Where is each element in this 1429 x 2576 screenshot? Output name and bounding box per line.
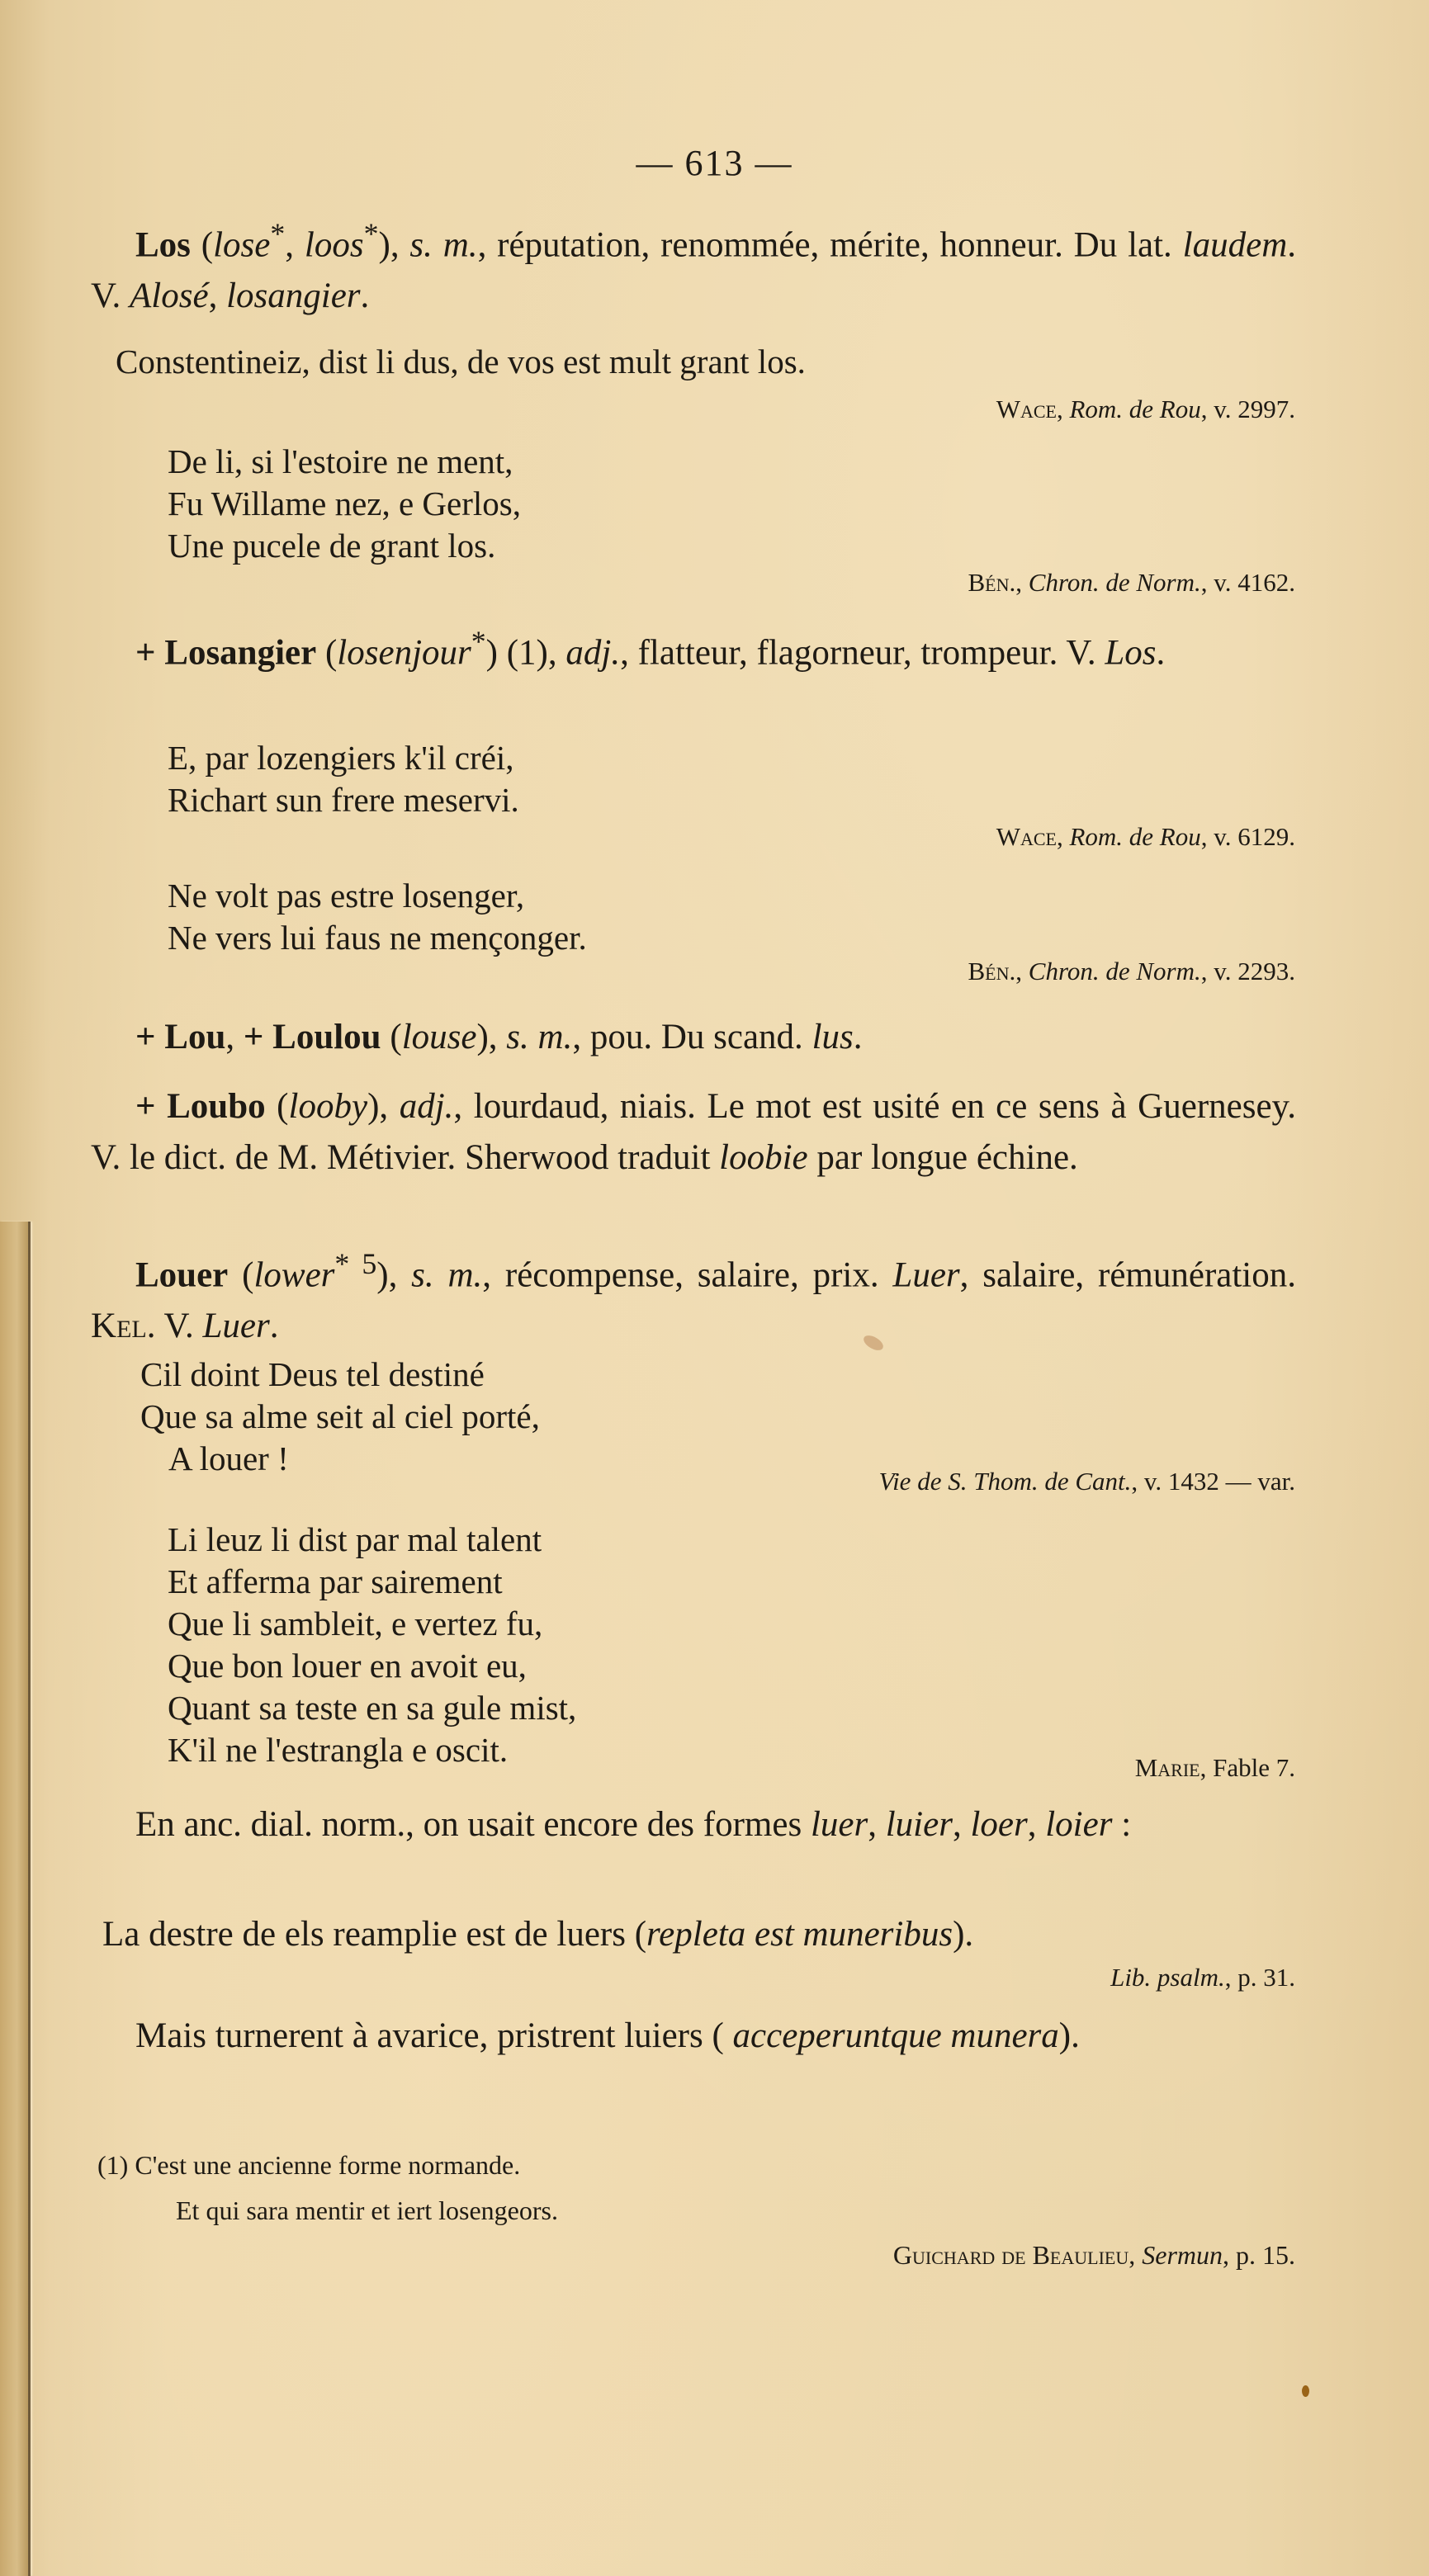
text: ,: [1015, 568, 1029, 597]
mark: * 5: [334, 1247, 377, 1280]
text: ),: [476, 1018, 507, 1056]
part-of-speech: adj.: [399, 1087, 454, 1126]
text: .: [853, 1018, 863, 1056]
verse-line: Cil doint Deus tel destiné: [140, 1355, 485, 1393]
definition: , flatteur, flagorneur, trompeur. V.: [620, 633, 1105, 673]
citation-ref: , v. 4162.: [1200, 568, 1295, 597]
entry-losangier: [91, 616, 1296, 678]
citation-ref: , Fable 7.: [1200, 1753, 1295, 1782]
etymon: lus: [812, 1018, 854, 1056]
quote-citation: [996, 395, 1295, 424]
citation-ref: , v. 6129.: [1200, 822, 1295, 851]
english-form: losenjour: [337, 633, 471, 673]
variant-form: luier: [885, 1805, 953, 1844]
citation-author: Guichard de Beaulieu: [892, 2240, 1129, 2270]
mark: *: [363, 217, 379, 250]
footnote: [97, 2150, 520, 2181]
text: ,: [1015, 957, 1029, 985]
text: ),: [376, 1255, 412, 1295]
text: (: [316, 633, 338, 673]
verse-line: Richart sun frere meservi.: [168, 781, 519, 819]
citation-work: Chron. de Norm.: [1028, 957, 1201, 985]
cross-icon: +: [135, 633, 156, 673]
verse-line: Ne vers lui faus ne mençonger.: [168, 919, 587, 957]
verse-line: E, par lozengiers k'il créi,: [168, 739, 514, 777]
text: ).: [1058, 2016, 1080, 2055]
headword: Lou: [164, 1018, 226, 1056]
latin-gloss: repleta est muneribus: [646, 1915, 953, 1954]
verse-line: Mais turnerent à avarice, pristrent luiers (: [135, 2016, 733, 2055]
cross-icon: +: [135, 1087, 156, 1126]
english-term: loobie: [719, 1138, 808, 1177]
text: ) (1),: [485, 633, 566, 673]
citation-author: Wace: [996, 822, 1057, 851]
citation-work: Vie de S. Thom. de Cant.: [878, 1467, 1132, 1496]
text: ),: [378, 225, 410, 265]
text: . V.: [91, 225, 1296, 316]
paper-spot: [1302, 2385, 1309, 2397]
definition: , lourdaud, niais. Le mot est usité en ce sens à Guernesey. V. le dict. de M. Métivier. Sherwood traduit: [91, 1087, 1296, 1177]
quote-verse: [168, 875, 587, 959]
citation-work: Lib. psalm.: [1110, 1963, 1225, 1992]
verse-line: Quant sa teste en sa gule mist,: [168, 1689, 577, 1727]
definition: , récompense, salaire, prix.: [482, 1255, 893, 1295]
english-form: looby: [288, 1087, 368, 1126]
text: ,: [285, 225, 305, 265]
quote-verse: [168, 737, 519, 821]
cross-reference: losangier: [226, 277, 361, 316]
verse-line: Fu Willame nez, e Gerlos,: [168, 484, 521, 522]
verse-line: K'il ne l'estrangla e oscit.: [168, 1731, 509, 1769]
quote-citation: [1135, 1753, 1295, 1783]
citation-ref: , v. 1432 — var.: [1131, 1467, 1295, 1496]
variant-form: Luer: [892, 1255, 960, 1295]
definition: par longue échine.: [807, 1138, 1078, 1177]
text: ,: [1129, 2240, 1143, 2270]
verse-line: Constentineiz, dist li dus, de vos est mult grant los.: [116, 343, 806, 380]
entry-los: [91, 208, 1296, 322]
english-form: louse: [401, 1018, 477, 1056]
variant-form: loier: [1045, 1805, 1113, 1844]
verse-line: Que li sambleit, e vertez fu,: [168, 1605, 543, 1642]
text: . V.: [146, 1307, 203, 1346]
text: (: [228, 1255, 254, 1295]
cross-reference: Los: [1105, 633, 1157, 673]
citation-work: Rom. de Rou: [1069, 822, 1201, 851]
citation-author: Bén.: [968, 957, 1016, 985]
english-form: lower: [253, 1255, 335, 1295]
footnote-marker: (1): [97, 2150, 129, 2180]
text: ,: [1056, 395, 1070, 423]
citation-author: Wace: [996, 395, 1057, 423]
entry-louer: [91, 1238, 1296, 1352]
text: ,: [1027, 1805, 1046, 1844]
headword: Louer: [135, 1255, 229, 1295]
text: (: [265, 1087, 289, 1126]
citation-ref: , p. 31.: [1224, 1963, 1295, 1992]
footnote-citation: [893, 2240, 1295, 2271]
quote-verse: [168, 1519, 576, 1771]
citation-ref: , v. 2293.: [1200, 957, 1295, 985]
text: ),: [367, 1087, 400, 1126]
quote-verse: [168, 441, 521, 567]
entry-loubo: [91, 1081, 1296, 1184]
text: (: [381, 1018, 402, 1056]
verse-line: Li leuz li dist par mal talent: [168, 1520, 542, 1558]
page-number: — 613 —: [636, 143, 793, 183]
verse-line: La destre de els reamplie est de luers (: [102, 1915, 647, 1954]
text: ).: [953, 1915, 974, 1954]
text: ,: [868, 1805, 886, 1844]
dialect-note: [91, 1799, 1296, 1850]
text: .: [269, 1307, 279, 1346]
verse-line: Que bon louer en avoit eu,: [168, 1647, 527, 1685]
definition: , réputation, renommée, mérite, honneur. Du lat.: [477, 225, 1183, 265]
citation-author: Marie: [1134, 1753, 1200, 1782]
variant-form: luer: [810, 1805, 868, 1844]
entry-lou: [91, 1012, 1296, 1063]
quote-citation: [968, 957, 1296, 986]
text: ,: [1056, 822, 1070, 851]
citation-work: Chron. de Norm.: [1028, 568, 1201, 597]
cross-reference: Alosé: [130, 277, 209, 316]
mark: *: [471, 625, 486, 658]
cross-reference: Luer: [202, 1307, 270, 1346]
headword: Loubo: [167, 1087, 266, 1126]
quote-verse: [140, 1354, 540, 1480]
quote-citation: [968, 568, 1296, 598]
verse-line: Ne volt pas estre losenger,: [168, 877, 525, 915]
footnote-text: C'est une ancienne forme normande.: [128, 2150, 521, 2180]
verse-line: Et afferma par sairement: [168, 1562, 503, 1600]
quote-citation: [996, 822, 1295, 852]
cross-icon: +: [135, 1018, 156, 1056]
quote-citation: [1110, 1963, 1295, 1992]
citation-work: Rom. de Rou: [1069, 395, 1201, 423]
latin-gloss: acceperuntque munera: [732, 2016, 1059, 2055]
part-of-speech: adj.: [565, 633, 621, 673]
text: .: [1156, 633, 1166, 673]
verse-line: Que sa alme seit al ciel porté,: [140, 1397, 540, 1435]
headword: Losangier: [164, 633, 317, 673]
mark: *: [270, 217, 286, 250]
quote-citation: [878, 1467, 1295, 1496]
part-of-speech: s. m.: [409, 225, 478, 265]
headword: Los: [135, 225, 191, 265]
part-of-speech: s. m.: [411, 1255, 483, 1295]
text: ,: [952, 1805, 971, 1844]
citation-ref: , p. 15.: [1223, 2240, 1295, 2270]
text: (: [190, 225, 214, 265]
text: ,: [208, 277, 227, 316]
quote-verse: [102, 1913, 973, 1955]
text: .: [360, 277, 370, 316]
citation-ref: , v. 2997.: [1200, 395, 1295, 423]
definition: , pou. Du scand.: [572, 1018, 812, 1056]
quote-verse: [116, 341, 806, 383]
book-spine-shadow: [0, 1222, 31, 2576]
verse-line: De li, si l'estoire ne ment,: [168, 442, 513, 480]
headword: Loulou: [272, 1018, 381, 1056]
english-form: loos: [304, 225, 364, 265]
variant-form: loer: [970, 1805, 1028, 1844]
footnote-quote: Et qui sara mentir et iert losengeors.: [176, 2196, 558, 2225]
citation-work: Sermun: [1142, 2240, 1223, 2270]
text: ,: [225, 1018, 244, 1056]
source-abbrev: Kel: [91, 1307, 147, 1346]
etymon: laudem: [1182, 225, 1288, 265]
quote-prose: [91, 2011, 1296, 2062]
text: :: [1112, 1805, 1132, 1844]
verse-line: Une pucele de grant los.: [168, 527, 496, 565]
part-of-speech: s. m.: [506, 1018, 573, 1056]
cross-icon: +: [243, 1018, 264, 1056]
verse-line: A louer !: [168, 1439, 289, 1477]
text: En anc. dial. norm., on usait encore des formes: [135, 1805, 811, 1844]
citation-author: Bén.: [968, 568, 1016, 597]
definition: , salaire, rémunération.: [959, 1255, 1296, 1295]
english-form: lose: [213, 225, 271, 265]
